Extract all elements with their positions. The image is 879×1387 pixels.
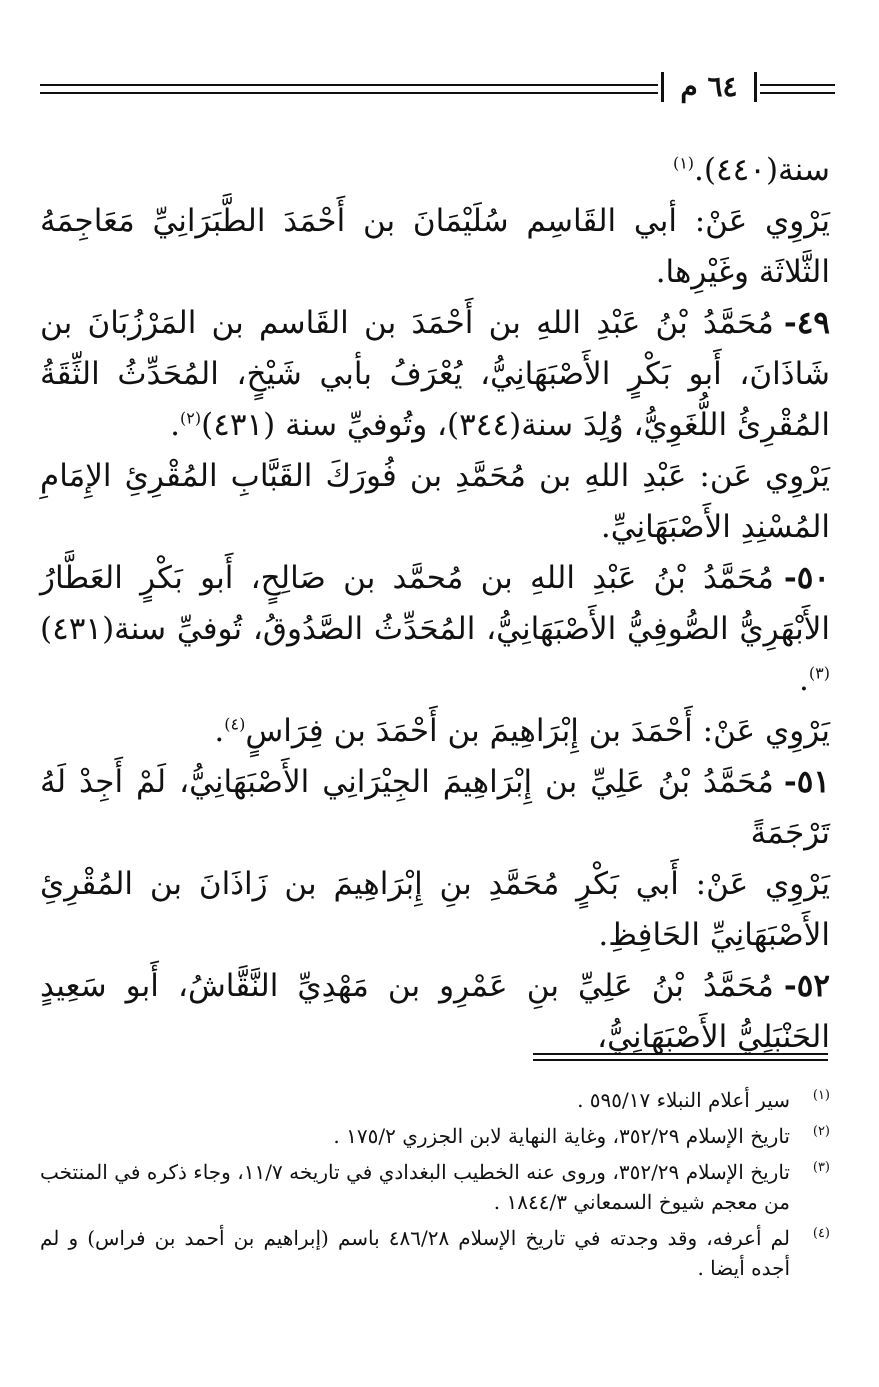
entry-number: ٤٩- (783, 305, 830, 341)
entry-text: مُحَمَّدُ بْنُ عَبْدِ اللهِ بن مُحمَّد بن صَالِحٍ، أَبو بَكْرٍ العَطَّارُ الأَبْهَرِيُّ الصُّوفِيُّ الأَصْبَهَانِيُّ، المُحَدِّثُ الصَّدُوقُ، تُوفيِّ سنة(٤٣١) (40, 560, 830, 647)
entry-text: مُحَمَّدُ بْنُ عَلِيِّ بنِ عَمْرِو بن مَهْدِيِّ النَّقَّاشُ، أَبو سَعِيدٍ الحَنْبَلِيُّ الأَصْبَهَانِيُّ، (40, 968, 830, 1055)
footnote-mark: (٤) (812, 1226, 830, 1241)
footnote (40, 1223, 830, 1283)
footnote-text: لم أعرفه، وقد وجدته في تاريخ الإسلام ٤٨٦/٢٨ باسم (إبراهيم بن أحمد بن فراس) و لم أجده أيضا . (40, 1226, 790, 1280)
footnote-separator (533, 1053, 828, 1061)
narration-paragraph: يَرْوِي عَنْ: أَحْمَدَ بن إِبْرَاهِيمَ بن أَحْمَدَ بن فِرَاسٍ$^{(٤)}$. (214, 713, 830, 749)
header-bar-right (754, 72, 757, 102)
main-text (40, 145, 830, 1063)
page-header (40, 70, 835, 110)
entry-52 (40, 961, 830, 1063)
entry-49: ٤٩-مُحَمَّدُ بْنُ عَبْدِ اللهِ بن أَحْمَدَ بن القَاسم بن المَرْزُبَانَ بن شَاذَانَ، أَبو بَكْرٍ الأَصْبَهَانِيُّ، يُعْرَفُ بأبي شَيْخٍ، المُحَدِّثُ الثِّقَةُ المُقْرِئُ اللُّغَوِيُّ، وُلِدَ سنة(٣٤٤)، وتُوفيِّ سنة (٤٣١)$^{(٢)}$. (40, 305, 830, 443)
footnote-ref: (٢) (180, 408, 202, 428)
entry-number: ٥٠- (783, 560, 830, 596)
footnotes (40, 1085, 830, 1289)
footnote-mark: (٣) (812, 1160, 830, 1175)
footnote-text: تاريخ الإسلام ٣٥٢/٢٩، وروى عنه الخطيب البغدادي في تاريخه ١١/٧، وجاء ذكره في المنتخب من معجم شيوخ السمعاني ١٨٤٤/٣ . (40, 1160, 790, 1214)
footnote-ref: (٤) (224, 714, 246, 734)
entry-text: مُحَمَّدُ بْنُ عَلِيِّ بن إِبْرَاهِيمَ الجِيْرَانِي الأَصْبَهَانِيُّ، لَمْ أَجِدْ لَهُ تَرْجَمَةً (40, 764, 830, 851)
footnote-mark: (١) (812, 1088, 830, 1103)
header-rule-left (40, 84, 658, 94)
footnote (40, 1157, 830, 1217)
entry-number: ٥٢- (783, 968, 830, 1004)
footnote-ref: (١) (672, 153, 695, 173)
footnote (40, 1085, 830, 1115)
entry-50: ٥٠-مُحَمَّدُ بْنُ عَبْدِ اللهِ بن مُحمَّد بن صَالِحٍ، أَبو بَكْرٍ العَطَّارُ الأَبْهَرِيُّ الصُّوفِيُّ الأَصْبَهَانِيُّ، المُحَدِّثُ الصَّدُوقُ، تُوفيِّ سنة(٤٣١)$^{(٣)}$. (40, 560, 830, 698)
paragraph-year-line (40, 145, 830, 196)
entry-text: مُحَمَّدُ بْنُ عَبْدِ اللهِ بن أَحْمَدَ بن القَاسم بن المَرْزُبَانَ بن شَاذَانَ، أَبو بَكْرٍ الأَصْبَهَانِيُّ، يُعْرَفُ بأبي شَيْخٍ، المُحَدِّثُ الثِّقَةُ المُقْرِئُ اللُّغَوِيُّ، وُلِدَ سنة(٣٤٤)، وتُوفيِّ سنة (٤٣١) (40, 305, 830, 443)
header-bar-left (661, 72, 664, 102)
footnote-text: سير أعلام النبلاء ٥٩٥/١٧ . (577, 1088, 790, 1112)
paragraph-text: سنة(٤٤٠). (694, 152, 830, 188)
entry-51 (40, 757, 830, 859)
entry-number: ٥١- (783, 764, 830, 800)
footnote (40, 1121, 830, 1151)
narration-paragraph: يَرْوِي عَنْ: أبي القَاسِم سُلَيْمَانَ بن أَحْمَدَ الطَّبَرَانِيِّ مَعَاجِمَهُ الثَّلاثَة وغَيْرِها. (40, 203, 830, 290)
paragraph-text: يَرْوِي عَنْ: أَحْمَدَ بن إِبْرَاهِيمَ بن أَحْمَدَ بن فِرَاسٍ (245, 713, 830, 749)
narration-paragraph: يَرْوِي عَن: عَبْدِ اللهِ بن مُحَمَّدِ بن فُورَكَ القَبَّابِ المُقْرِئِ الإِمَامِ المُسْنِدِ الأَصْبَهَانِيِّ. (40, 458, 830, 545)
footnote-mark: (٢) (812, 1124, 830, 1139)
narration-paragraph: يَرْوِي عَنْ: أَبي بَكْرٍ مُحَمَّدِ بنِ إِبْرَاهِيمَ بن زَاذَانَ بن المُقْرِئِ الأَصْبَهَانِيِّ الحَافِظِ. (40, 866, 830, 953)
header-rule-right (760, 84, 835, 94)
footnote-ref: (٣) (808, 663, 830, 683)
footnote-text: تاريخ الإسلام ٣٥٢/٢٩، وغاية النهاية لابن الجزري ١٧٥/٢ . (333, 1124, 790, 1148)
page-number: ٦٤ م (680, 70, 738, 103)
